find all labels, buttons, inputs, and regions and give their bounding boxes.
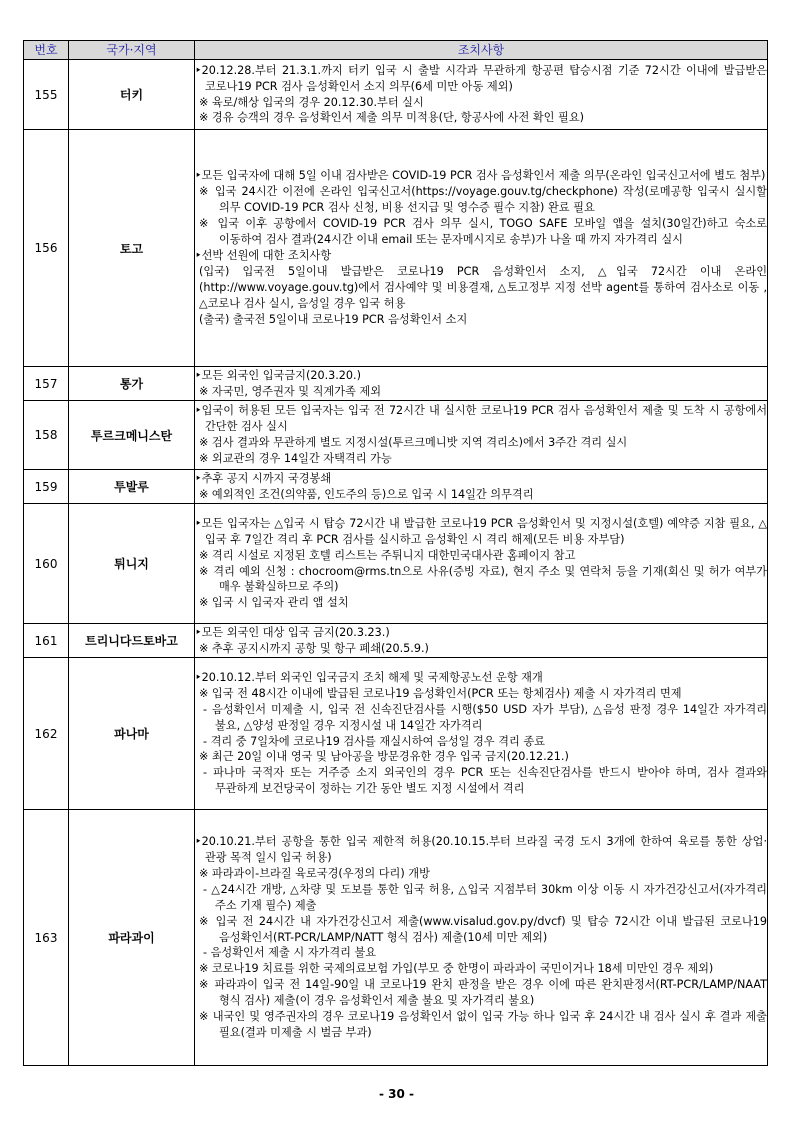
measure-line: ※ 코로나19 치료를 위한 국제의료보험 가입(부모 중 한명이 파라과이 국민이거나 18세 미만인 경우 제외)	[199, 962, 714, 976]
measure-line: ‣추후 공지 시까지 국경봉쇄	[195, 471, 332, 485]
measure-line: ‣선박 선원에 대한 조치사항	[195, 249, 332, 262]
country-name: 파나마	[69, 658, 195, 810]
table-row	[24, 504, 768, 624]
table-row	[24, 470, 768, 504]
measure-line: ※ 예외적인 조건(의약품, 인도주의 등)으로 입국 시 14일간 의무격리	[199, 487, 534, 501]
country-name: 토고	[69, 130, 195, 367]
measure-line: ※ 격리 예외 신청 : chocroom@rms.tn으로 사유(증빙 자료), 현지 주소 및 연락처 등을 기재(회신 및 허가 여부가 매우 불확실하므로 주의)	[199, 564, 767, 594]
table-row	[24, 624, 768, 658]
country-name: 투발루	[69, 470, 195, 504]
measure-line: ‣모든 외국인 입국금지(20.3.20.)	[195, 368, 361, 382]
row-number: 161	[24, 624, 69, 658]
measure-line: - 파나마 국적자 또는 거주증 소지 외국인의 경우 PCR 또는 신속진단검사를 반드시 받아야 하며, 검사 결과와 무관하게 보건당국이 정하는 기간 동안 별도 지정 시설에서 격리	[203, 766, 767, 796]
table-row	[24, 60, 768, 130]
row-number: 160	[24, 504, 69, 624]
country-name: 투르크메니스탄	[69, 401, 195, 470]
row-number: 156	[24, 130, 69, 367]
country-name: 파라과이	[69, 810, 195, 1066]
measure-line: ‣20.10.21.부터 공항을 통한 입국 제한적 허용(20.10.15.부터 브라질 국경 도시 3개에 한하여 육로를 통한 상업·관광 목적 일시 입국 허용)	[195, 835, 767, 865]
row-number: 155	[24, 60, 69, 130]
measure-line: (출국) 출국전 5일이내 코로나19 PCR 음성확인서 소지	[199, 312, 468, 326]
measure-line: ※ 경유 승객의 경우 음성확인서 제출 의무 미적용(단, 항공사에 사전 확인 필요)	[199, 111, 584, 125]
measure-line: ※ 파라과이 입국 전 14일-90일 내 코로나19 완치 판정을 받은 경우 이에 따른 완치판정서(RT-PCR/LAMP/NAAT 형식 검사) 제출(이 경우 음성확인서 제출 불요 및 자가격리 불요)	[199, 978, 767, 1008]
table-header-row	[24, 41, 768, 60]
measure-line: ‣모든 외국인 대상 입국 금지(20.3.23.)	[195, 625, 390, 639]
measures-table	[23, 40, 768, 1066]
measure-line: - 음성확인서 제출 시 자가격리 불요	[203, 946, 377, 960]
header-country: 국가·지역	[69, 41, 195, 60]
measure-line: (입국) 입국전 5일이내 발급받은 코로나19 PCR 음성확인서 소지, △입국 72시간 이내 온라인(http://www.voyage.gouv.tg)에서 검사예약 및 비용결재, △토고정부 지정 선박 agent를 통하여 검사소로 이동 , △코로나 검사 실시, 음성일 경우 입국 허용	[199, 264, 767, 310]
measure-line: ‣20.12.28.부터 21.3.1.까지 터키 입국 시 출발 시각과 무관하게 항공편 탑승시점 기준 72시간 이내에 발급받은 코로나19 PCR 검사 음성확인서 소지 의무(6세 미만 아동 제외)	[195, 63, 767, 93]
measures-cell	[195, 367, 768, 401]
header-measures: 조치사항	[195, 41, 768, 60]
measures-cell	[195, 401, 768, 470]
measures-cell	[195, 130, 768, 367]
measure-line: - △24시간 개방, △차량 및 도보를 통한 입국 허용, △입국 지점부터 30km 이상 이동 시 자가건강신고서(자가격리 주소 기재 필수) 제출	[203, 882, 767, 912]
measure-line: ※ 파라과이-브라질 육로국경(우정의 다리) 개방	[199, 866, 430, 880]
measure-line: ‣모든 입국자는 △입국 시 탑승 72시간 내 발급한 코로나19 PCR 음성확인서 및 지정시설(호텔) 예약증 지참 필요, △입국 후 7일간 격리 후 PCR 검사를 실시하고 음성확인 시 격리 해제(모든 비용 자부담)	[195, 516, 767, 546]
row-number: 162	[24, 658, 69, 810]
header-number: 번호	[24, 41, 69, 60]
measure-line: ※ 입국 전 48시간 이내에 발급된 코로나19 음성확인서(PCR 또는 항체검사) 제출 시 자가격리 면제	[199, 686, 682, 700]
country-name: 통가	[69, 367, 195, 401]
measure-line: ‣20.10.12.부터 외국인 입국금지 조치 해제 및 국제항공노선 운항 재개	[195, 670, 543, 684]
measure-line: - 격리 중 7일차에 코로나19 검사를 재실시하여 음성일 경우 격리 종료	[203, 734, 545, 748]
measures-cell	[195, 658, 768, 810]
country-name: 터키	[69, 60, 195, 130]
table-row	[24, 810, 768, 1066]
measure-line: ※ 내국인 및 영주권자의 경우 코로나19 음성확인서 없이 입국 가능 하나 입국 후 24시간 내 검사 실시 후 결과 제출 필요(결과 미제출 시 벌금 부과)	[199, 1010, 767, 1039]
measure-line: ※ 외교관의 경우 14일간 자택격리 가능	[199, 451, 392, 465]
measure-line: ※ 입국 이후 공항에서 COVID-19 PCR 검사 의무 실시, TOGO SAFE 모바일 앱을 설치(30일간)하고 숙소로 이동하여 검사 결과(24시간 이내 email 또는 문자메시지로 송부)가 나올 때 까지 자가격리 실시	[199, 217, 767, 247]
row-number: 158	[24, 401, 69, 470]
page-number: - 30 -	[378, 1087, 414, 1101]
table-row	[24, 130, 768, 367]
measures-cell	[195, 60, 768, 130]
table-row	[24, 658, 768, 810]
country-name: 트리니다드토바고	[69, 624, 195, 658]
measure-line: ※ 입국 전 24시간 내 자가건강신고서 제출(www.visalud.gov.py/dvcf) 및 탑승 72시간 이내 발급된 코로나19 음성확인서(RT-PCR/LAMP/NATT 형식 검사) 제출(10세 미만 제외)	[199, 914, 767, 944]
measures-cell	[195, 504, 768, 624]
table-row	[24, 401, 768, 470]
measures-cell	[195, 624, 768, 658]
measure-line: ※ 추후 공지시까지 공항 및 항구 폐쇄(20.5.9.)	[199, 641, 429, 655]
measure-line: ※ 검사 결과와 무관하게 별도 지정시설(투르크메니밧 지역 격리소)에서 3주간 격리 실시	[199, 436, 628, 449]
measure-line: ※ 육로/해상 입국의 경우 20.12.30.부터 실시	[199, 95, 424, 109]
measure-line: ※ 최근 20일 이내 영국 및 남아공을 방문경유한 경우 입국 금지(20.12.21.)	[199, 750, 569, 764]
measure-line: - 음성확인서 미제출 시, 입국 전 신속진단검사를 시행($50 USD 자가 부담), △음성 판정 경우 14일간 자가격리 불요, △양성 판정일 경우 지정시설 내 14일간 자가격리	[203, 702, 767, 732]
row-number: 157	[24, 367, 69, 401]
measure-line: ※ 자국민, 영주권자 및 직계가족 제외	[199, 384, 382, 398]
measures-cell	[195, 470, 768, 504]
measures-cell	[195, 810, 768, 1066]
country-name: 튀니지	[69, 504, 195, 624]
measure-line: ※ 입국 24시간 이전에 온라인 입국신고서(https://voyage.gouv.tg/checkphone) 작성(로메공항 입국시 실시할 의무 COVID-19 PCR 검사 신청, 비용 선지급 및 영수증 필수 지참) 완료 필요	[199, 185, 767, 215]
measure-line: ‣모든 입국자에 대해 5일 이내 검사받은 COVID-19 PCR 검사 음성확인서 제출 의무(온라인 입국신고서에 별도 첨부)	[195, 169, 766, 183]
table-body	[24, 60, 768, 1066]
row-number: 159	[24, 470, 69, 504]
measure-line: ※ 격리 시설로 지정된 호텔 리스트는 주튀니지 대한민국대사관 홈페이지 참고	[199, 548, 576, 562]
measure-line: ※ 입국 시 입국자 관리 앱 설치	[199, 596, 349, 610]
table-row	[24, 367, 768, 401]
measure-line: ‣입국이 허용된 모든 입국자는 입국 전 72시간 내 실시한 코로나19 PCR 검사 음성확인서 제출 및 도착 시 공항에서 간단한 검사 실시	[195, 404, 767, 434]
row-number: 163	[24, 810, 69, 1066]
